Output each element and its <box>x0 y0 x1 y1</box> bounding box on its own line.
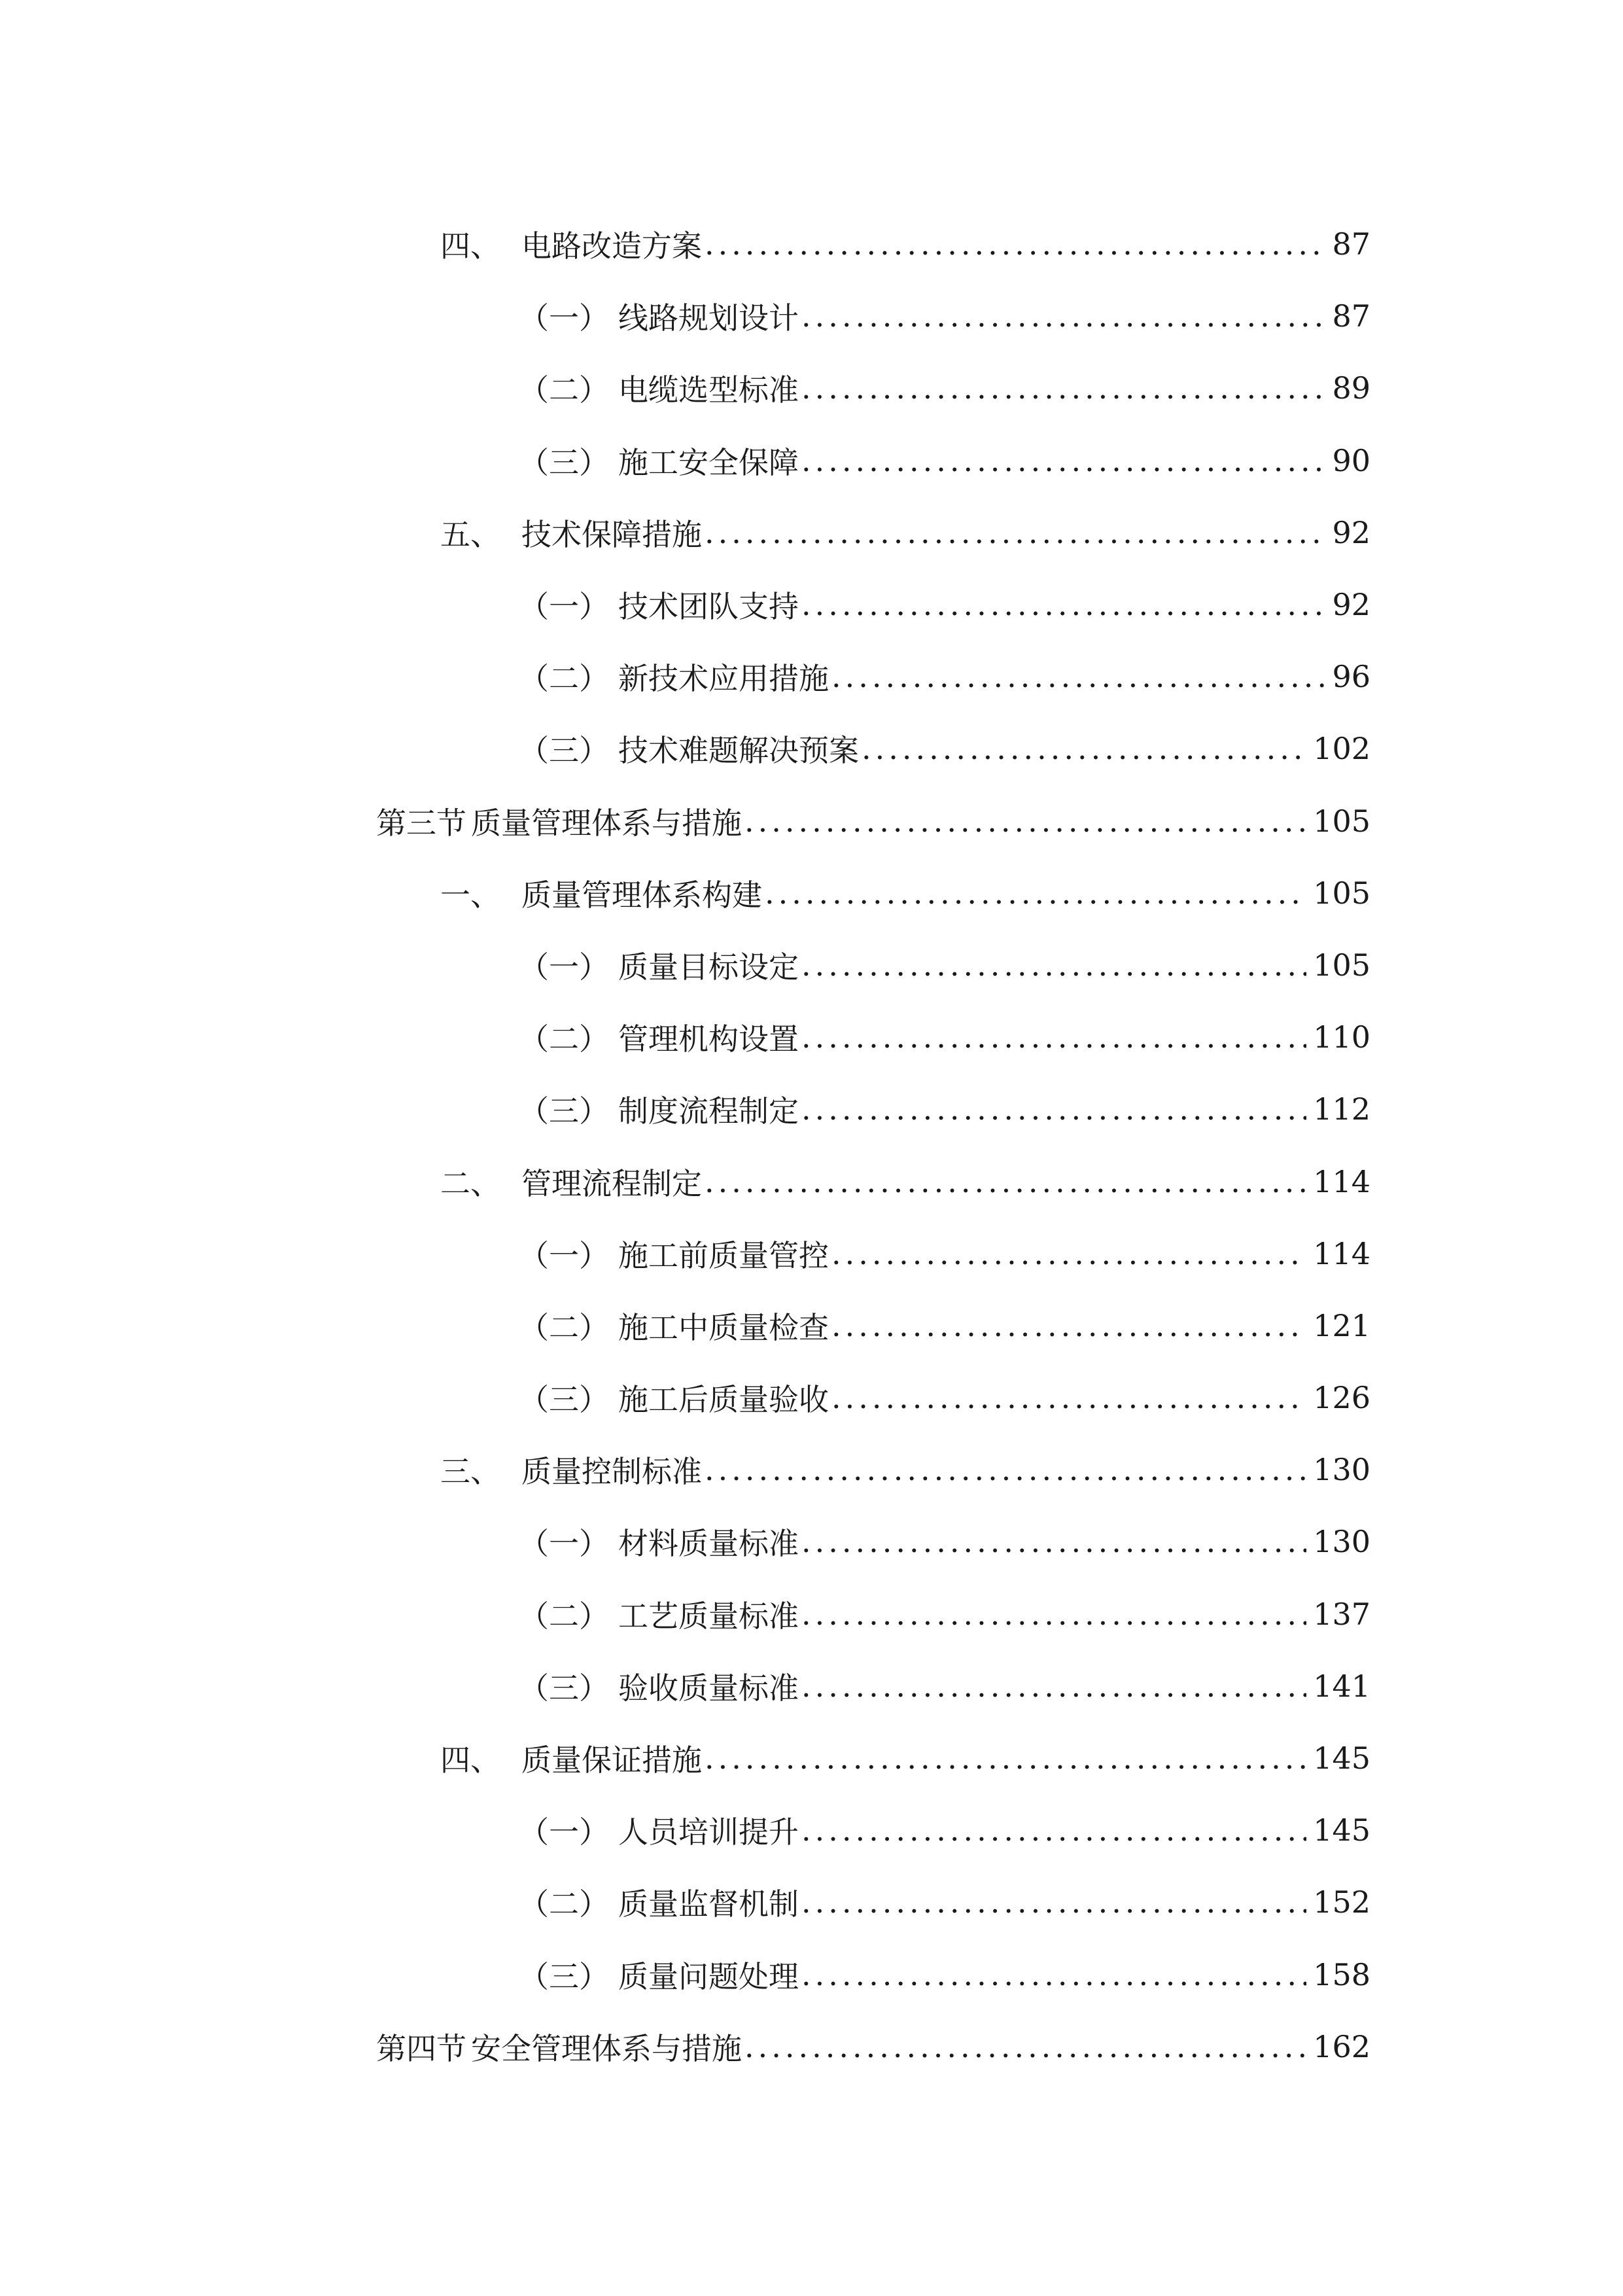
toc-dot-leader <box>801 370 1325 406</box>
toc-subsection-entry[interactable] <box>376 208 1370 280</box>
toc-entry-title: 质量控制标准 <box>521 1454 702 1490</box>
toc-item-entry[interactable] <box>376 1794 1370 1866</box>
toc-entry-number: （二） <box>519 661 609 697</box>
toc-item-entry[interactable] <box>376 352 1370 424</box>
toc-page-number: 114 <box>1313 1163 1370 1199</box>
toc-dot-leader <box>765 875 1306 911</box>
toc-entry-title: 安全管理体系与措施 <box>471 2030 742 2066</box>
toc-subsection-entry[interactable] <box>376 1145 1370 1217</box>
toc-page-number: 87 <box>1332 226 1370 262</box>
toc-dot-leader <box>801 1669 1306 1704</box>
toc-section-entry[interactable] <box>376 2011 1370 2083</box>
toc-dot-leader <box>801 1812 1306 1848</box>
toc-dot-leader <box>862 731 1306 766</box>
toc-page-number: 89 <box>1332 370 1370 406</box>
toc-item-entry[interactable] <box>376 1506 1370 1578</box>
toc-entry-title: 人员培训提升 <box>618 1814 799 1850</box>
toc-entry-number: （一） <box>519 589 609 625</box>
toc-item-entry[interactable] <box>376 425 1370 497</box>
toc-entry-title: 技术保障措施 <box>521 516 702 552</box>
toc-item-entry[interactable] <box>376 1001 1370 1073</box>
toc-entry-number: 第四节 <box>376 2030 466 2066</box>
toc-entry-title: 技术难题解决预案 <box>618 733 859 769</box>
toc-page-number: 96 <box>1332 659 1370 695</box>
toc-page-number: 87 <box>1332 298 1370 334</box>
toc-entry-number: （一） <box>519 1814 609 1850</box>
toc-item-entry[interactable] <box>376 1578 1370 1650</box>
toc-item-entry[interactable] <box>376 713 1370 785</box>
toc-page-number: 112 <box>1313 1091 1370 1127</box>
toc-entry-number: （二） <box>519 1886 609 1922</box>
toc-page-number: 121 <box>1313 1307 1370 1343</box>
toc-entry-number: （一） <box>519 949 609 985</box>
toc-dot-leader <box>801 298 1325 334</box>
toc-entry-title: 工艺质量标准 <box>618 1598 799 1634</box>
toc-page-number: 145 <box>1313 1740 1370 1776</box>
toc-dot-leader <box>831 1236 1306 1271</box>
toc-entry-title: 施工前质量管控 <box>618 1237 829 1273</box>
toc-item-entry[interactable] <box>376 1362 1370 1434</box>
toc-entry-title: 管理流程制定 <box>521 1165 702 1201</box>
toc-item-entry[interactable] <box>376 1866 1370 1938</box>
toc-page-number: 152 <box>1313 1884 1370 1920</box>
toc-entry-number: 第三节 <box>376 805 466 841</box>
toc-entry-title: 施工后质量验收 <box>618 1382 829 1418</box>
toc-page-number: 110 <box>1313 1019 1370 1055</box>
toc-dot-leader <box>801 1957 1306 1992</box>
toc-page-number: 92 <box>1332 514 1370 550</box>
toc-entry-title: 电路改造方案 <box>521 228 702 264</box>
toc-subsection-entry[interactable] <box>376 857 1370 929</box>
toc-entry-number: （二） <box>519 1021 609 1057</box>
toc-dot-leader <box>831 659 1325 694</box>
toc-page-number: 141 <box>1313 1668 1370 1704</box>
toc-entry-number: 三、 <box>440 1454 500 1490</box>
toc-entry-title: 施工中质量检查 <box>618 1309 829 1345</box>
toc-entry-number: （一） <box>519 1237 609 1273</box>
toc-entry-title: 施工安全保障 <box>618 444 799 480</box>
toc-entry-number: 一、 <box>440 877 500 913</box>
table-of-contents <box>376 208 1370 2083</box>
toc-dot-leader <box>801 1884 1306 1920</box>
toc-dot-leader <box>801 1091 1306 1127</box>
toc-entry-title: 质量管理体系与措施 <box>471 805 742 841</box>
toc-item-entry[interactable] <box>376 929 1370 1001</box>
toc-entry-number: 五、 <box>440 516 500 552</box>
toc-item-entry[interactable] <box>376 1290 1370 1362</box>
toc-page-number: 130 <box>1313 1524 1370 1560</box>
toc-page-number: 137 <box>1313 1596 1370 1632</box>
toc-entry-title: 质量问题处理 <box>618 1958 799 1994</box>
toc-entry-number: （二） <box>519 1309 609 1345</box>
toc-dot-leader <box>801 1524 1306 1559</box>
toc-page-number: 114 <box>1313 1235 1370 1271</box>
toc-entry-number: （三） <box>519 444 609 480</box>
toc-entry-title: 线路规划设计 <box>618 300 799 336</box>
toc-entry-number: （一） <box>519 1526 609 1562</box>
toc-dot-leader <box>831 1380 1306 1415</box>
toc-entry-number: 四、 <box>440 228 500 264</box>
toc-dot-leader <box>705 515 1325 550</box>
toc-page-number: 105 <box>1313 803 1370 839</box>
toc-page-number: 105 <box>1313 875 1370 911</box>
toc-dot-leader <box>705 1452 1306 1487</box>
toc-entry-title: 新技术应用措施 <box>618 661 829 697</box>
toc-subsection-entry[interactable] <box>376 497 1370 569</box>
toc-section-entry[interactable] <box>376 785 1370 857</box>
toc-dot-leader <box>801 947 1306 983</box>
toc-entry-title: 验收质量标准 <box>618 1670 799 1706</box>
toc-entry-title: 管理机构设置 <box>618 1021 799 1057</box>
toc-page-number: 105 <box>1313 947 1370 983</box>
toc-dot-leader <box>801 1019 1306 1055</box>
toc-entry-title: 制度流程制定 <box>618 1093 799 1129</box>
toc-entry-number: 四、 <box>440 1742 500 1778</box>
toc-entry-title: 质量保证措施 <box>521 1742 702 1778</box>
toc-page-number: 126 <box>1313 1380 1370 1416</box>
toc-entry-number: 二、 <box>440 1165 500 1201</box>
toc-subsection-entry[interactable] <box>376 1722 1370 1794</box>
toc-item-entry[interactable] <box>376 641 1370 713</box>
toc-item-entry[interactable] <box>376 1650 1370 1722</box>
toc-page-number: 130 <box>1313 1452 1370 1488</box>
toc-item-entry[interactable] <box>376 280 1370 352</box>
toc-page-number: 162 <box>1313 2028 1370 2064</box>
toc-dot-leader <box>705 1740 1306 1776</box>
toc-page-number: 90 <box>1332 442 1370 478</box>
toc-entry-number: （二） <box>519 372 609 408</box>
toc-item-entry[interactable] <box>376 1218 1370 1290</box>
toc-dot-leader <box>801 443 1325 478</box>
toc-item-entry[interactable] <box>376 1939 1370 2011</box>
toc-entry-number: （一） <box>519 300 609 336</box>
toc-item-entry[interactable] <box>376 1073 1370 1145</box>
toc-page-number: 92 <box>1332 587 1370 623</box>
toc-dot-leader <box>801 1597 1306 1632</box>
toc-entry-number: （三） <box>519 733 609 769</box>
toc-entry-title: 技术团队支持 <box>618 589 799 625</box>
toc-entry-number: （二） <box>519 1598 609 1634</box>
toc-entry-number: （三） <box>519 1382 609 1418</box>
toc-entry-number: （三） <box>519 1670 609 1706</box>
toc-entry-title: 质量监督机制 <box>618 1886 799 1922</box>
toc-entry-title: 材料质量标准 <box>618 1526 799 1562</box>
toc-dot-leader <box>801 587 1325 622</box>
toc-page-number: 158 <box>1313 1956 1370 1992</box>
toc-dot-leader <box>705 1164 1306 1199</box>
toc-entry-number: （三） <box>519 1093 609 1129</box>
toc-entry-title: 质量目标设定 <box>618 949 799 985</box>
toc-subsection-entry[interactable] <box>376 1434 1370 1506</box>
toc-dot-leader <box>831 1308 1306 1343</box>
toc-entry-title: 质量管理体系构建 <box>521 877 762 913</box>
toc-dot-leader <box>705 226 1325 262</box>
toc-dot-leader <box>744 804 1306 839</box>
toc-page-number: 102 <box>1313 731 1370 767</box>
toc-entry-title: 电缆选型标准 <box>618 372 799 408</box>
toc-entry-number: （三） <box>519 1958 609 1994</box>
toc-dot-leader <box>744 2029 1306 2064</box>
toc-page-number: 145 <box>1313 1812 1370 1848</box>
toc-item-entry[interactable] <box>376 569 1370 641</box>
